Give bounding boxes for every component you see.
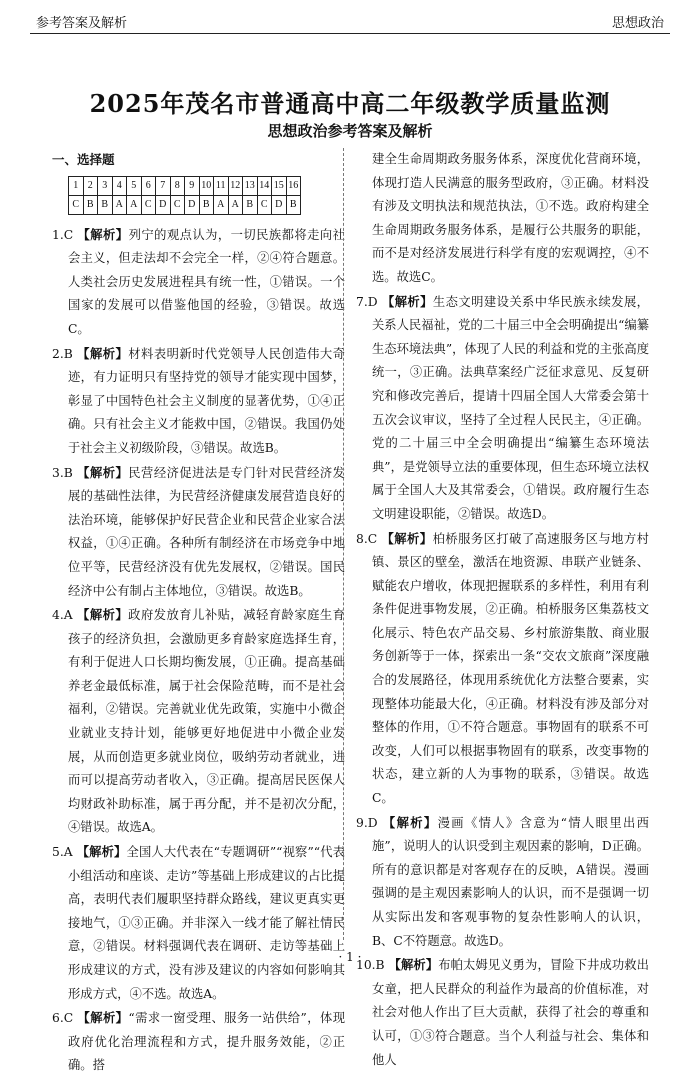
item-text: 漫画《情人》含意为“情人眼里出西施”，说明人的认识受到主观因素的影响，D正确。所有的意识都是对客观存在的反映，A错误。漫画强调的是主观因素影响人的认识，而不是强调一切从实际出发和客观事物的复杂性影响人的认识，B、C不符题意。故选D。 (372, 815, 649, 948)
answer-letter: B (83, 195, 98, 214)
answer-letter: A (127, 195, 142, 214)
header-right-text: 思想政治 (611, 16, 664, 31)
question-number: 11 (214, 176, 229, 195)
item-number: 8.C (356, 531, 378, 546)
answer-letter: A (228, 195, 243, 214)
item-number: 3.B (52, 465, 73, 480)
right-column (356, 148, 649, 1072)
answer-letter: D (156, 195, 171, 214)
answer-letter: A (214, 195, 229, 214)
question-number: 16 (286, 176, 301, 195)
column-divider (343, 148, 344, 940)
analysis-tag: 【解析】 (77, 607, 129, 623)
question-number: 10 (199, 176, 214, 195)
analysis-tag: 【解析】 (77, 1010, 129, 1026)
explanation-item-8 (356, 527, 649, 811)
question-number: 3 (98, 176, 113, 195)
analysis-tag: 【解析】 (77, 226, 129, 242)
explanation-item-5 (52, 840, 345, 1006)
question-number: 1 (69, 176, 84, 195)
answer-letter: C (69, 195, 84, 214)
question-number: 4 (112, 176, 127, 195)
answer-letter: B (98, 195, 113, 214)
item-number: 4.A (52, 608, 73, 623)
analysis-tag: 【解析】 (77, 345, 129, 361)
item-number: 10.B (356, 958, 385, 973)
item-number: 2.B (52, 346, 73, 361)
question-number: 2 (83, 176, 98, 195)
answer-letter: B (199, 195, 214, 214)
item-number: 5.A (52, 845, 73, 860)
analysis-tag: 【解析】 (77, 464, 129, 480)
question-number: 13 (243, 176, 258, 195)
question-number: 5 (127, 176, 142, 195)
item-text: 建全生命周期政务服务体系，深度优化营商环境，体现打造人民满意的服务型政府，③正确。材料没有涉及文明执法和规范执法，①不选。政府构建全生命周期政务服务体系，是履行公共服务的职能，而不是对经济发展进行科学有度的宏观调控，④不选。故选C。 (372, 152, 649, 284)
item-number: 7.D (356, 294, 378, 309)
explanation-item-6 (52, 1006, 345, 1078)
analysis-tag: 【解析】 (382, 814, 438, 830)
explanation-item-2 (52, 342, 345, 461)
explanation-item-10 (356, 953, 649, 1072)
answer-letter: C (141, 195, 156, 214)
item-text: 布帕太姆见义勇为，冒险下井成功救出女童，把人民群众的利益作为最高的价值标准，对社会对他人作出了巨大贡献，获得了社会的尊重和认可，①③符合题意。当个人利益与社会、集体和他人 (372, 958, 649, 1067)
page-header (0, 0, 700, 34)
answer-letter: D (272, 195, 287, 214)
item-text: 民营经济促进法是专门针对民营经济发展的基础性法律，为民营经济健康发展营造良好的法治环境，能够保护好民营企业和民营企业家合法权益，①④正确。各种所有制经济在市场竞争中地位平等，民营经济没有优先发展权，②错误。国民经济中公有制占主体地位，③错误。故选B。 (68, 465, 345, 598)
answer-letter: D (185, 195, 200, 214)
item-number: 9.D (356, 815, 378, 830)
item-number: 1.C (52, 227, 74, 242)
question-number: 7 (156, 176, 171, 195)
analysis-tag: 【解析】 (381, 530, 433, 546)
explanation-item-9 (356, 811, 649, 954)
item-text: 生态文明建设关系中华民族永续发展，关系人民福祉，党的二十届三中全会明确提出“编纂生态环境法典”，体现了人民的利益和党的主张高度统一，③正确。法典草案经广泛征求意见、反复研究和修改完善后，提请十四届全国人大常委会第十五次会议审议，坚持了全过程人民民主，④正确。党的二十届三中全会明确提出“编纂生态环境法典”，是党领导立法的重要体现，但生态环境立法权属于全国人大及其常委会，①错误。政府履行生态文明建设职能，②错误。故选D。 (372, 294, 649, 521)
page-number: · 1 · (338, 950, 362, 964)
item-text: “需求一窗受理、服务一站供给”，体现政府优化治理流程和方式，提升服务效能，②正确。搭 (68, 1011, 345, 1073)
question-number: 15 (272, 176, 287, 195)
answer-table-answer-row (69, 195, 301, 214)
item-number: 6.C (52, 1011, 74, 1026)
question-number: 12 (228, 176, 243, 195)
answer-letter: A (112, 195, 127, 214)
analysis-tag: 【解析】 (76, 844, 127, 860)
explanation-item-7 (356, 290, 649, 527)
item-text: 全国人大代表在“专题调研”“视察”“代表小组活动和座谈、走访”等基础上形成建议的占比提高，表明代表们履职坚持群众路线，建议更真实更接地气，①③正确。并非深入一线才能了解社情民意，②错误。材料强调代表在调研、走访等基础上形成建议的方式，没有涉及建议的内容如何影响其形成方式，④不选。故选A。 (68, 845, 345, 1001)
page-subtitle: 思想政治参考答案及解析 (267, 122, 433, 140)
explanation-item-3 (52, 461, 345, 604)
question-number: 9 (185, 176, 200, 195)
item-text: 柏桥服务区打破了高速服务区与地方村镇、景区的壁垒，激活在地资源、串联产业链条、赋能农户增收，体现把握联系的多样性，利用有利条件促进事物发展，②正确。柏桥服务区集荔枝文化展示、特色农产品交易、乡村旅游集散、商业服务创新等于一体，探索出一条“交农文旅商”深度融合的发展路径，体现用系统优化方法整合要素，实现整体功能最大化，④正确。材料没有涉及部分对整体的作用，①不符合题意。事物固有的联系不可改变，人们可以根据事物固有的联系，改变事物的状态，建立新的人为事物的联系，③错误。故选C。 (372, 531, 649, 806)
item-text: 材料表明新时代党领导人民创造伟大奇迹，有力证明只有坚持党的领导才能实现中国梦，彰显了中国特色社会主义制度的显著优势，①④正确。只有社会主义才能救中国，②错误。我国仍处于社会主义初级阶段，③错误。故选B。 (68, 346, 345, 455)
answer-letter: B (243, 195, 258, 214)
left-column (52, 148, 345, 1078)
answer-table (68, 176, 301, 215)
explanation-item-4 (52, 603, 345, 840)
header-rule (30, 33, 670, 34)
question-number: 14 (257, 176, 272, 195)
answer-letter: B (286, 195, 301, 214)
answer-table-number-row (69, 176, 301, 195)
explanation-item-6-continued (356, 148, 649, 290)
item-text: 政府发放育儿补贴，减轻育龄家庭生育孩子的经济负担，会激励更多育龄家庭选择生育，有利于促进人口长期均衡发展，①正确。提高基础养老金最低标准，属于社会保险范畴，而不是社会福利，②错误。完善就业优先政策，实施中小微企业就业支持计划，能够更好地促进中小微企业发展，从而创造更多就业岗位，吸纳劳动者就业，进而可以提高劳动者收入，③正确。提高居民医保人均财政补助标准，属于再分配，并不是初次分配，④错误。故选A。 (68, 608, 345, 835)
answer-letter: C (170, 195, 185, 214)
section-heading: 一、选择题 (52, 152, 115, 167)
item-text: 列宁的观点认为，一切民族都将走向社会主义，但走法却不会完全一样，②④符合题意。人类社会历史发展进程具有统一性，①错误。一个国家的发展可以借鉴他国的经验，③错误。故选C。 (68, 227, 345, 336)
header-left-text: 参考答案及解析 (36, 16, 128, 31)
analysis-tag: 【解析】 (381, 293, 433, 309)
page-title: 2025年茂名市普通高中高二年级教学质量监测 (89, 89, 611, 118)
question-number: 6 (141, 176, 156, 195)
analysis-tag: 【解析】 (388, 957, 439, 973)
explanation-item-1 (52, 223, 345, 342)
question-number: 8 (170, 176, 185, 195)
answer-letter: C (257, 195, 272, 214)
